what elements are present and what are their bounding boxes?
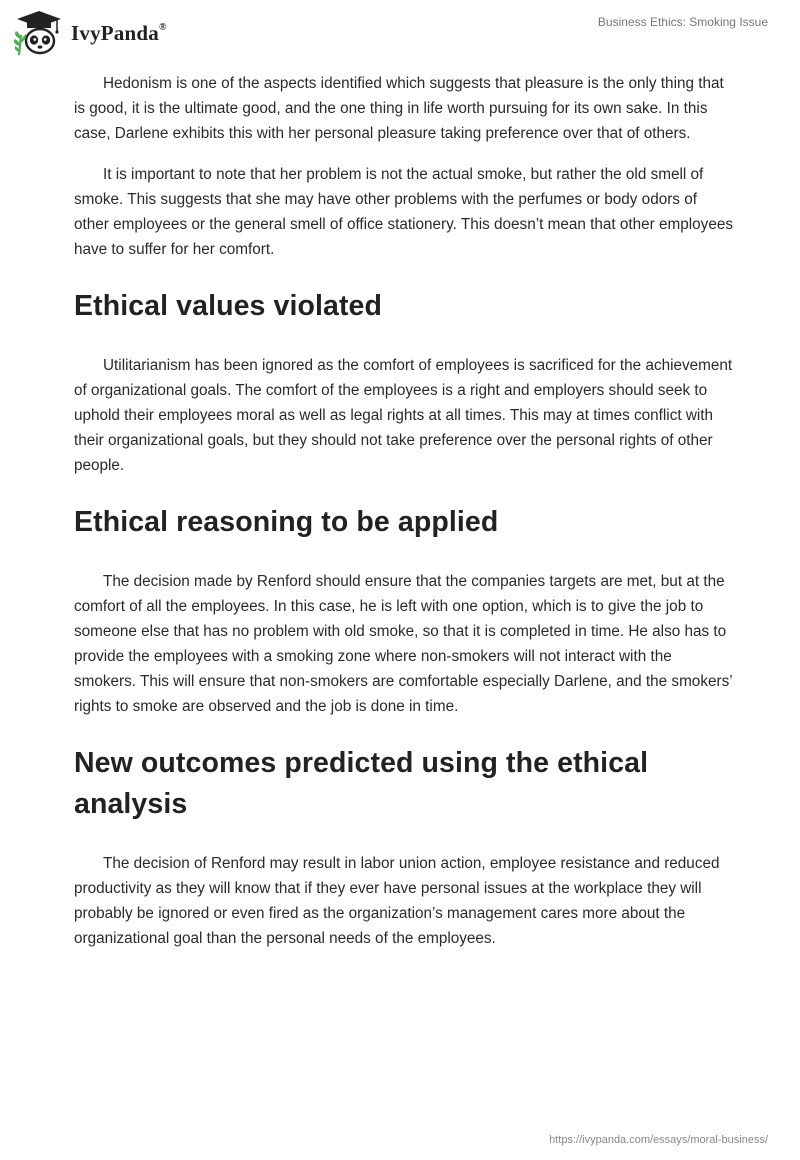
- heading-new-outcomes: New outcomes predicted using the ethical analysis: [74, 747, 649, 820]
- registered-mark: ®: [158, 21, 167, 33]
- source-url[interactable]: https://ivypanda.com/essays/moral-business/: [549, 1134, 768, 1146]
- heading-ethical-values-violated: Ethical values violated: [74, 290, 383, 322]
- paragraph-hedonism: Hedonism is one of the aspects identified which suggests that pleasure is the only thing that is good, it is the ultimate good, and the one thing in life worth pursuing for its own sake. In this case, Darlene exhibits this with her personal pleasure taking preference over that of others.: [74, 75, 724, 142]
- paragraph-old-smoke: It is important to note that her problem is not the actual smoke, but rather the old smell of smoke. This suggests that she may have other problems with the perfumes or body odors of other employees or the general smell of office stationery. This doesn’t mean that other employees have to suffer for her comfort.: [74, 166, 733, 258]
- page-header: [0, 0, 800, 70]
- paragraph-utilitarianism: Utilitarianism has been ignored as the comfort of employees is sacrificed for the achievement of organizational goals. The comfort of the employees is a right and employers should seek to uphold their employees moral as well as legal rights at all times. This may at times conflict with their organizational goals, but they should not take preference over the personal rights of other people.: [74, 357, 733, 474]
- paragraph-outcomes: The decision of Renford may result in labor union action, employee resistance and reduced productivity as they will know that if they ever have personal issues at the workplace they will probably be ignored or even fired as the organization’s management cares more about the organizational goal than the personal needs of the employees.: [74, 855, 720, 947]
- document-title: Business Ethics: Smoking Issue: [597, 15, 768, 29]
- ivypanda-logo[interactable]: [13, 9, 167, 57]
- panda-graduation-cap-icon: [13, 9, 65, 57]
- brand-name: IvyPanda®: [71, 20, 167, 45]
- essay-content: [74, 71, 734, 967]
- paragraph-renford-decision: The decision made by Renford should ensure that the companies targets are met, but at the comfort of all the employees. In this case, he is left with one option, which is to give the job to someone else that has no problem with old smoke, so that it is completed in time. He also has to provide the employees with a smoking zone where non-smokers will not interact with the smokers. This will ensure that non-smokers are comfortable especially Darlene, and the smokers’ rights to smoke are observed and the job is done in time.: [74, 573, 733, 715]
- heading-ethical-reasoning: Ethical reasoning to be applied: [74, 506, 499, 538]
